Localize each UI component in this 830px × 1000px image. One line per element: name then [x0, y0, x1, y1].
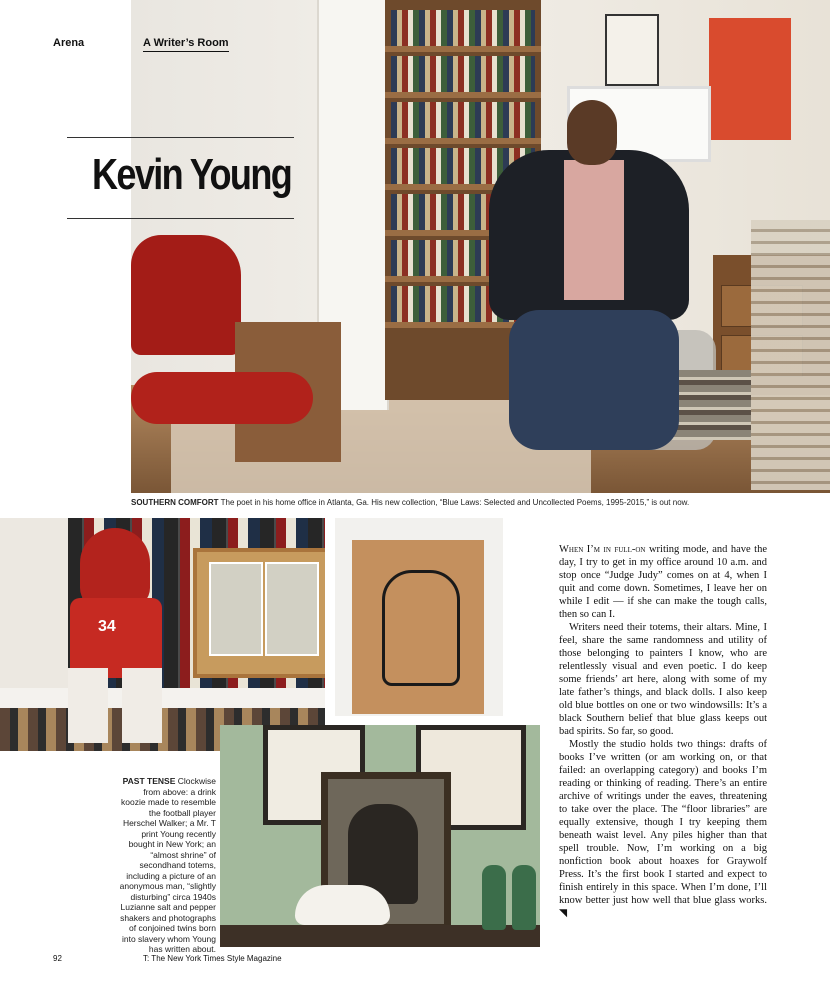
photo-shrine: [220, 725, 540, 947]
photo-koozie-doll: [0, 518, 325, 751]
article-body: [559, 543, 767, 920]
red-ottoman: [131, 372, 313, 424]
rubric-label: A Writer’s Room: [143, 37, 229, 52]
book-stack: [751, 220, 830, 490]
hero-caption: [131, 498, 830, 507]
jersey-number: 34: [98, 618, 116, 635]
section-label: Arena: [53, 37, 85, 49]
publication-name: T: The New York Times Style Magazine: [143, 954, 282, 963]
side-caption: [118, 776, 216, 955]
title-rule-top: [67, 137, 294, 138]
side-caption-lead: PAST TENSE: [122, 776, 176, 786]
knit-doll: [58, 528, 172, 743]
seated-poet: [489, 100, 699, 480]
red-armchair: [131, 235, 241, 355]
page-number: 92: [53, 954, 62, 963]
body-paragraph-1: When I’m in full-on writing mode, and have the day, I try to get in my office around 10 a.m. and stop once “Judge Judy” comes on at 4, when I quit and come down. Sometimes, I leave her on while I edit — if she can make the tough calls, then so can I.: [559, 544, 767, 620]
body-lead-in: When I’m in full-on: [559, 544, 646, 555]
hero-caption-text: The poet in his home office in Atlanta, Ga. His new collection, “Blue Laws: Selected and Uncollected Poems, 1995-2015,” is out now.: [218, 498, 690, 507]
hero-caption-lead: SOUTHERN COMFORT: [131, 498, 219, 507]
hero-photo: [131, 0, 830, 493]
wall-organizer: [709, 18, 791, 140]
end-mark-icon: ◥: [559, 908, 568, 919]
body-paragraph-3: Mostly the studio holds two things: drafts of books I’ve written (or am working on, or that failed: an overlapping category) and books I’m reading or thinking of reading. There’s an entire archive of writings under the eaves, threatening to take over the place. The “floor libraries” are equally extensive, though I try keeping them beneath waist level. Any piles higher than that spell trouble. Now, I’m working on a big nonfiction book about hoaxes for Graywolf Press. It’s the first book I started and expect to finish entirely in this space. When I’m done, I’ll know better just how well that blue glass works. ◥: [559, 739, 767, 919]
title-rule-bottom: [67, 218, 294, 219]
photo-mr-t-print: [335, 518, 503, 716]
side-caption-text: Clockwise from above: a drink koozie made to resemble the football player Herschel Walker; a Mr. T print Young recently bought in New York; an “almost shrine” of secondhand totems, including a picture of an anonymous man, “slightly disturbing” circa 1940s Luzianne salt and pepper shakers and photographs of conjoined twins born into slavery whom Young has written about.: [119, 776, 216, 954]
body-paragraph-2: Writers need their totems, their altars. Mine, I feel, share the same randomness and utility of those belonging to painters I know, who are relentlessly visual and even poetic. I do keep some friends’ art here, along with some of my late father’s things, and black dolls. I also keep old blue bottles on one or two windowsills: It’s a black Southern belief that blue glass keeps out bad spirits. So far, so good.: [559, 622, 767, 737]
page-title: Kevin Young: [92, 150, 292, 199]
trading-cards: [193, 548, 325, 678]
framed-art: [605, 14, 659, 86]
